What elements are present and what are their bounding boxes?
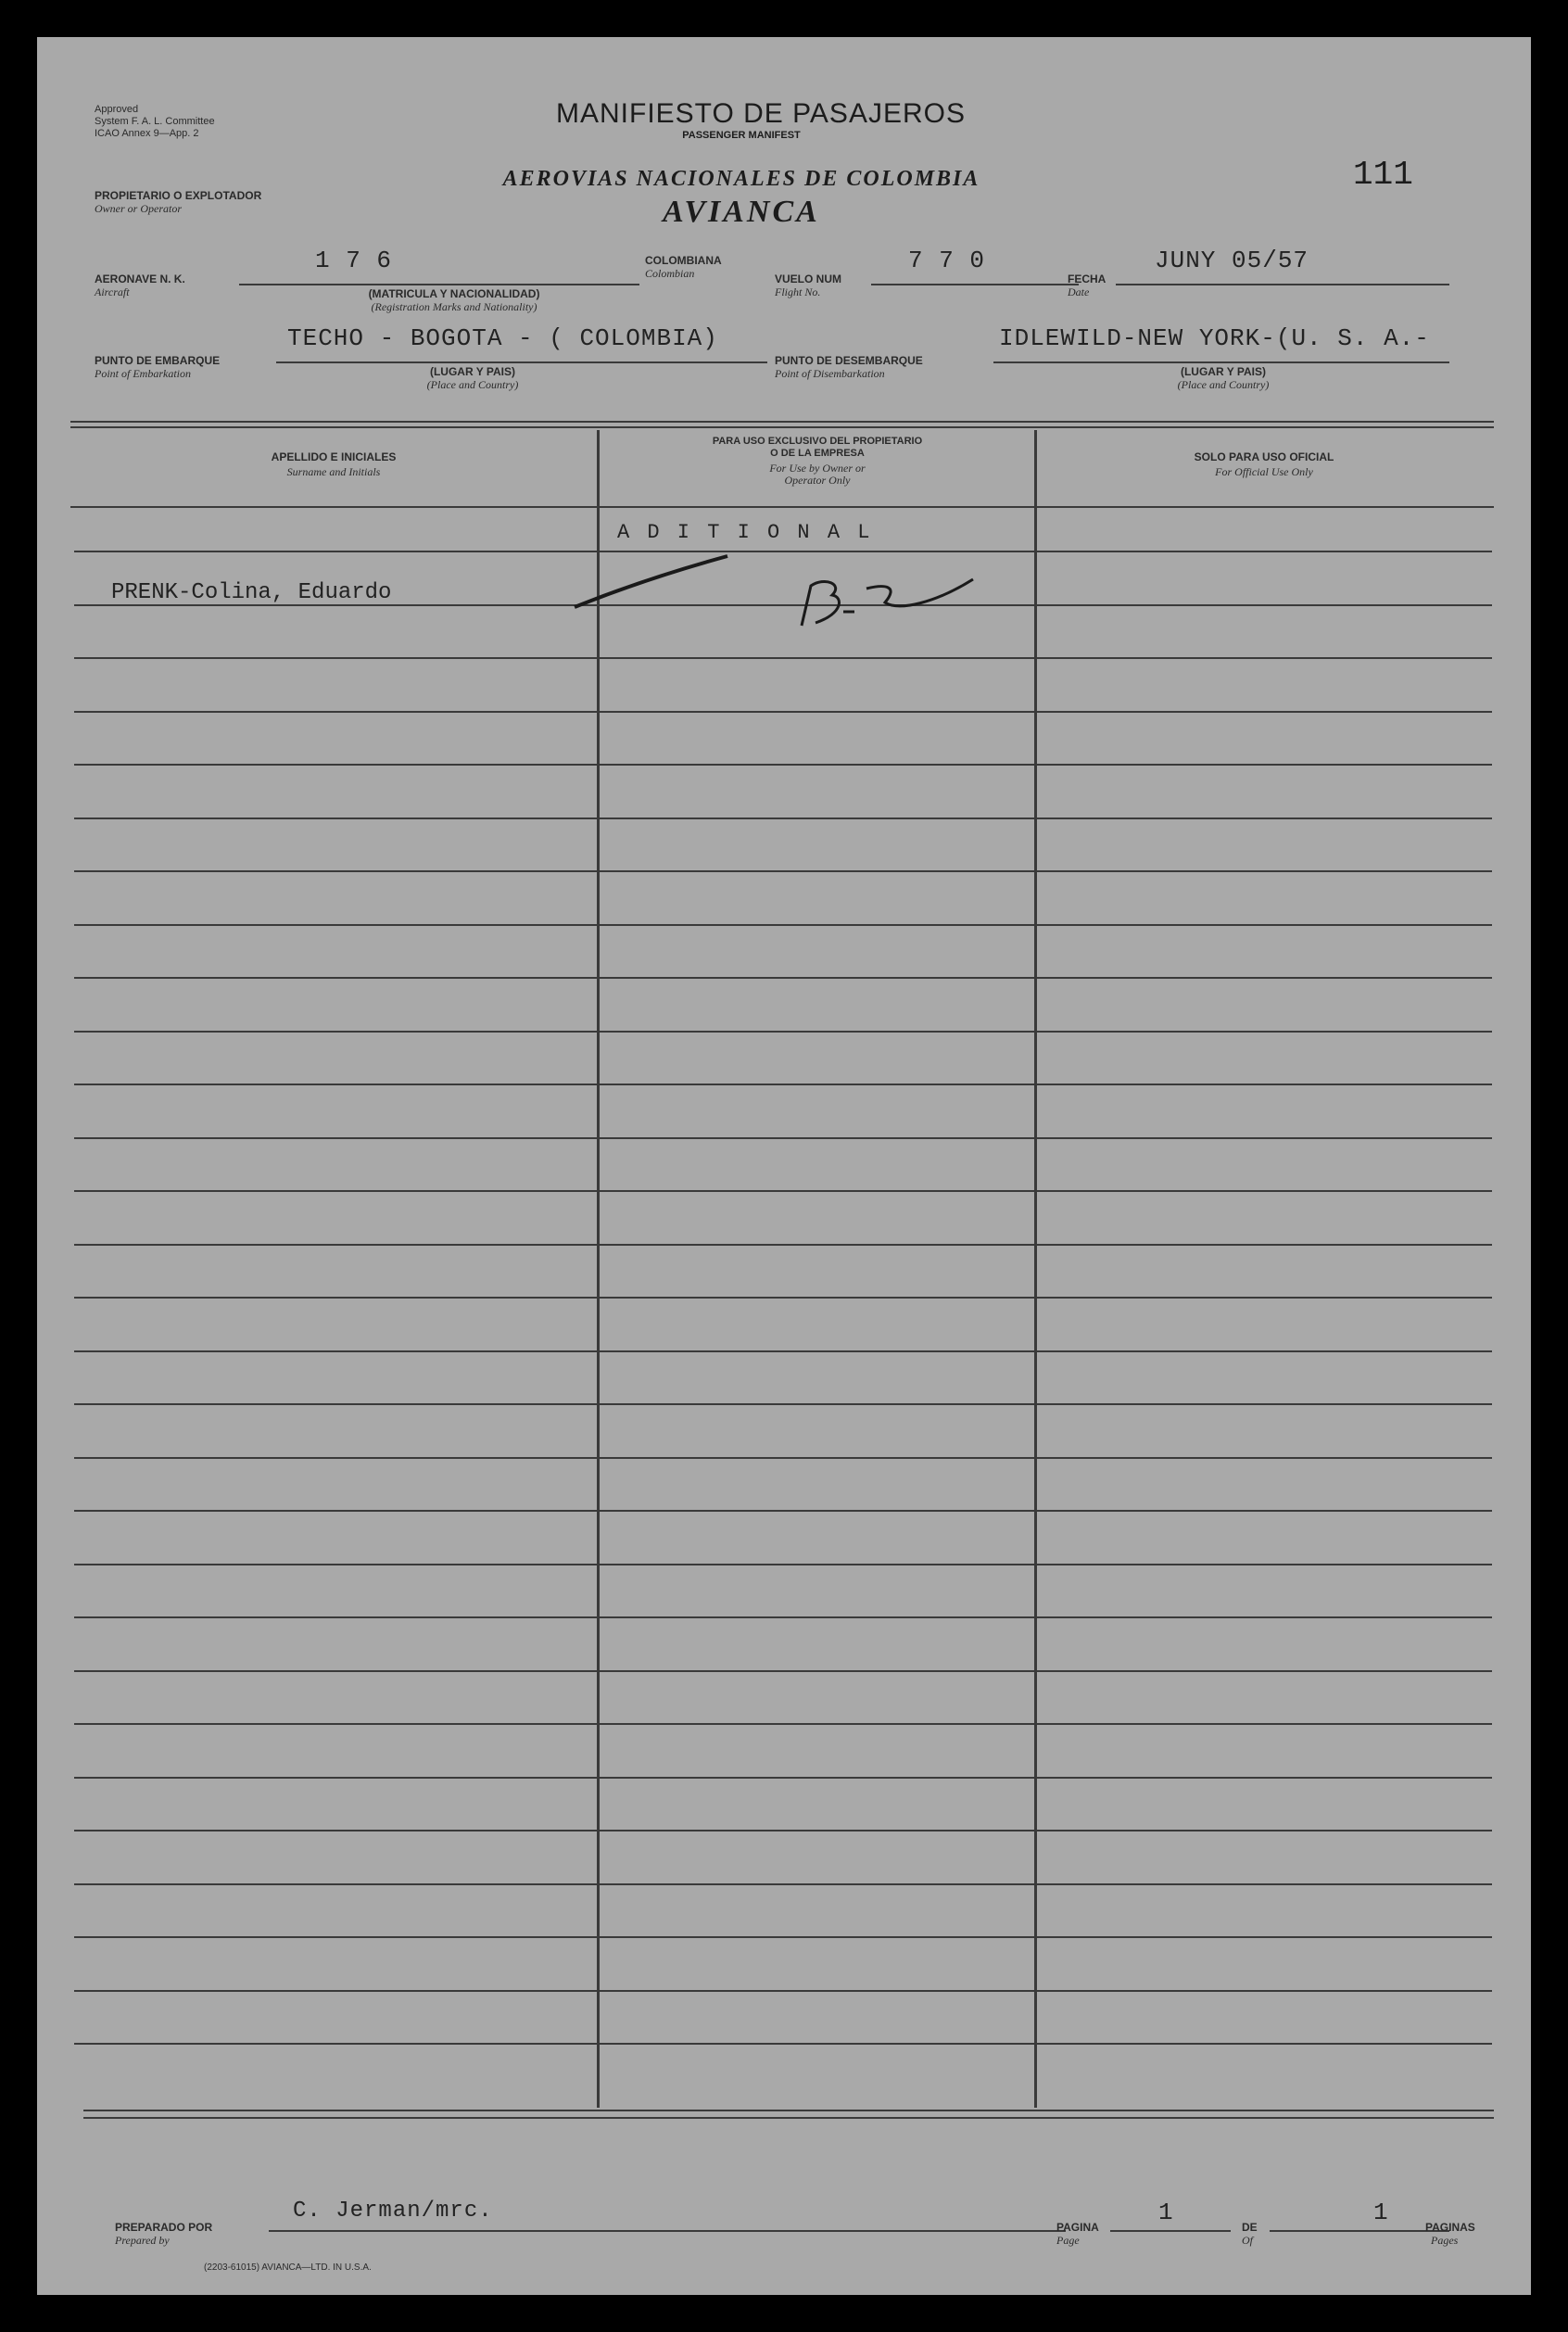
table-row-line [74,711,1492,713]
passenger-name: PRENK-Colina, Eduardo [111,580,392,605]
airline-brand: AVIANCA [663,195,820,229]
flight-label-en: Flight No. [775,285,821,298]
table-row-line [74,1936,1492,1938]
aircraft-value: 1 7 6 [315,247,393,274]
of-label: DE [1242,2221,1258,2234]
nationality-label-en: Colombian [645,267,695,280]
printer-imprint: (2203-61015) AVIANCA—LTD. IN U.S.A. [204,2262,372,2273]
owner-label-en: Owner or Operator [95,202,183,215]
table-header-line [70,506,1494,508]
col2-title-2: O DE LA EMPRESA [770,448,865,459]
airline-name: AEROVIAS NACIONALES DE COLOMBIA [502,167,980,191]
table-row-line [74,1350,1492,1352]
embark-value: TECHO - BOGOTA - ( COLOMBIA) [287,324,718,352]
table-row-line [74,1723,1492,1725]
embark-label: PUNTO DE EMBARQUE [95,354,221,367]
date-label-en: Date [1068,285,1090,298]
handwritten-mark [565,538,1066,640]
table-row-line [74,1084,1492,1085]
of-value: 1 [1373,2199,1389,2226]
col3-sub: For Official Use Only [1215,465,1313,478]
flight-underline [871,284,1079,285]
table-row-line [74,1137,1492,1139]
table-row-line [74,1990,1492,1992]
manifest-sheet [37,37,1531,2295]
place-label-1: (LUGAR Y PAIS) [429,365,515,378]
embark-underline [276,361,767,363]
column-divider-1 [597,430,600,2108]
table-row-line [74,657,1492,659]
table-row-line [74,764,1492,766]
col1-sub: Surname and Initials [286,465,381,478]
col1-title: APELLIDO E INICIALES [271,450,397,463]
registration-label-en: (Registration Marks and Nationality) [371,300,537,313]
title-es: MANIFIESTO DE PASAJEROS [556,98,966,129]
disembark-underline [993,361,1449,363]
date-underline [1116,284,1449,285]
col2-title-1: PARA USO EXCLUSIVO DEL PROPIETARIO [712,436,923,447]
page-underline [1110,2230,1231,2232]
approved-line-3: ICAO Annex 9—App. 2 [95,128,199,139]
manifest-number: 111 [1353,156,1413,194]
table-row-line [74,977,1492,979]
pages-label-en: Pages [1431,2234,1459,2247]
title-en: PASSENGER MANIFEST [682,130,801,141]
table-row-line [74,1031,1492,1033]
additional-stamp: A D I T I O N A L [617,521,873,544]
table-row-line [74,1564,1492,1565]
table-top-line-1 [70,421,1494,423]
flight-value: 7 7 0 [908,247,986,274]
table-row-line [74,1297,1492,1299]
table-row-line [74,1616,1492,1618]
date-label: FECHA [1068,272,1106,285]
page-label-en: Page [1056,2234,1080,2247]
table-row-line [74,870,1492,872]
table-row-line [74,817,1492,819]
disembark-label-en: Point of Disembarkation [775,367,885,380]
col3-title: SOLO PARA USO OFICIAL [1194,450,1334,463]
date-value: JUNY 05/57 [1155,247,1309,274]
table-row-line [74,1883,1492,1885]
approved-line-1: Approved [95,104,139,115]
table-row-line [74,1403,1492,1405]
place-label-2: (LUGAR Y PAIS) [1180,365,1266,378]
aircraft-label-en: Aircraft [95,285,130,298]
registration-label: (MATRICULA Y NACIONALIDAD) [368,287,540,300]
prepared-label-en: Prepared by [115,2234,170,2247]
disembark-value: IDLEWILD-NEW YORK-(U. S. A.- [999,324,1430,352]
table-row-line [74,1457,1492,1459]
disembark-label: PUNTO DE DESEMBARQUE [775,354,923,367]
embark-label-en: Point of Embarkation [95,367,191,380]
aircraft-label: AERONAVE N. K. [95,272,185,285]
table-row-line [74,1777,1492,1779]
of-label-en: Of [1242,2234,1253,2247]
owner-label: PROPIETARIO O EXPLOTADOR [95,189,262,202]
prepared-value: C. Jerman/mrc. [293,2199,493,2224]
table-row-line [74,1830,1492,1831]
prepared-underline [269,2230,1066,2232]
table-bottom-line-1 [83,2110,1494,2111]
aircraft-underline [239,284,639,285]
pages-label: PAGINAS [1425,2221,1475,2234]
page-value: 1 [1158,2199,1174,2226]
col2-sub-2: Operator Only [784,474,851,487]
table-top-line-2 [70,426,1494,428]
table-bottom-line-2 [83,2117,1494,2119]
table-row-line [74,2043,1492,2045]
prepared-label: PREPARADO POR [115,2221,213,2234]
flight-label: VUELO NUM [775,272,841,285]
place-label-2-en: (Place and Country) [1177,378,1270,391]
of-underline [1270,2230,1449,2232]
table-row-line [74,1190,1492,1192]
table-row-line [74,1244,1492,1246]
table-row-line [74,924,1492,926]
page-label: PAGINA [1056,2221,1099,2234]
table-row-line [74,1510,1492,1512]
column-divider-2 [1034,430,1037,2108]
col2-sub-1: For Use by Owner or [769,462,866,475]
table-row-line [74,1670,1492,1672]
nationality-label: COLOMBIANA [645,254,722,267]
place-label-1-en: (Place and Country) [426,378,519,391]
approved-line-2: System F. A. L. Committee [95,116,215,127]
